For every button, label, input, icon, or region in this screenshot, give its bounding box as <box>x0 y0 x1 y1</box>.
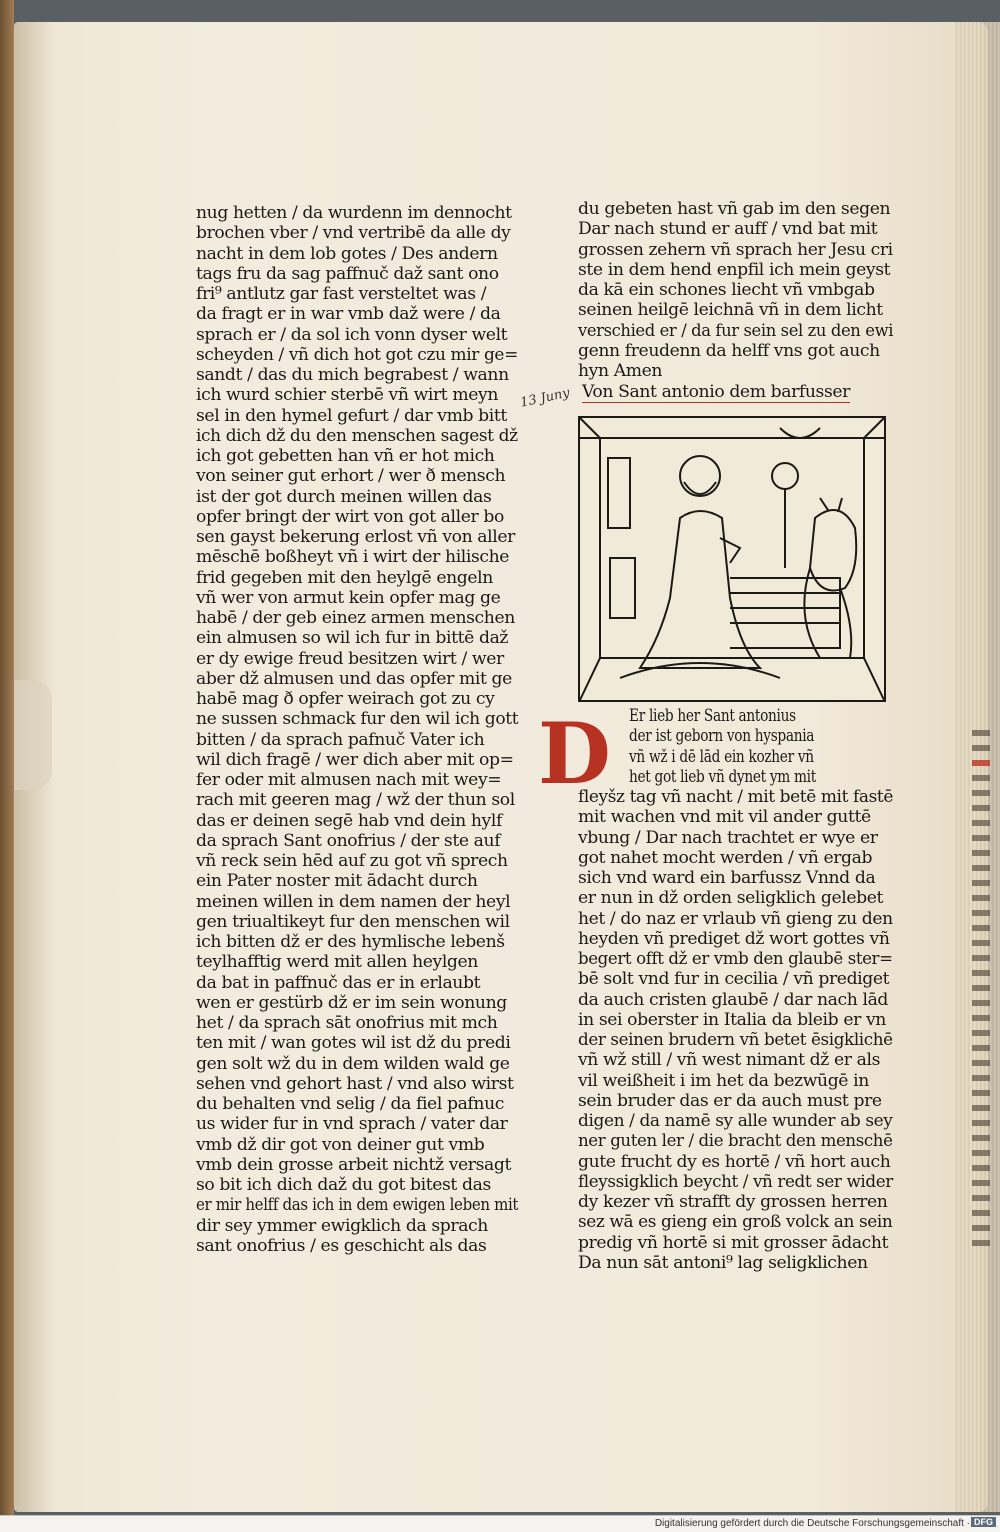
text-line: vñ wer von armut kein opfer mag ge <box>196 587 501 608</box>
text-line: hyn Amen <box>578 361 663 381</box>
text-line: predig vñ hortē si mit grosser ādacht <box>578 1232 889 1253</box>
text-line: ste in dem hend enpfil ich mein geyst <box>578 259 891 280</box>
text-line: fer oder mit almusen nach mit wey= <box>196 770 502 790</box>
text-line: da bat in paffnuč das er in erlaubt <box>196 972 481 993</box>
edge-text-marks <box>968 730 996 1290</box>
funding-credit: Digitalisierung gefördert durch die Deutsche Forschungsgemeinschaft · <box>654 1518 970 1529</box>
text-line: vñ wž still / vñ west nimant dž er als <box>578 1050 881 1071</box>
text-line: heyden vñ prediget dž wort gottes vñ <box>578 928 890 949</box>
text-line: ist der got durch meinen willen das <box>196 486 492 507</box>
text-line: frid gegeben mit den heylgē engeln <box>196 567 493 588</box>
handwritten-marginal-note: 13 Juny <box>519 385 572 411</box>
text-line: meinen willen in dem namen der heyl <box>196 891 511 912</box>
text-line: ein Pater noster mit ādacht durch <box>196 871 478 892</box>
text-line: vmb dein grosse arbeit nichtž versagt <box>196 1154 511 1175</box>
text-line: sich vnd ward ein barfussz Vnnd da <box>578 868 876 888</box>
page-fold <box>14 680 52 790</box>
text-line: sandt / das du mich begrabest / wann <box>196 365 509 385</box>
text-line: genn freudenn da helff vns got auch <box>578 340 880 361</box>
decorated-initial: D <box>538 704 611 803</box>
text-line: dir sey ymmer ewigklich da sprach <box>196 1215 488 1236</box>
text-line: het / da sprach sāt onofrius mit mch <box>196 1013 498 1033</box>
text-line: ich bitten dž er des hymlische lebenš <box>196 932 505 952</box>
text-line: ich dich dž du den menschen sagest dž <box>196 425 518 446</box>
text-line: bē solt vnd fur in cecilia / vñ prediget <box>578 969 890 990</box>
text-line: tags fru da sag paffnuč daž sant ono <box>196 263 499 284</box>
text-line: vñ wž i dē lād ein kozher vñ <box>629 746 814 767</box>
text-line: so bit ich dich daž du got bitest das <box>196 1175 491 1195</box>
text-line: opfer bringt der wirt von got aller bo <box>196 506 504 527</box>
text-line: ich wurd schier sterbē vñ wirt meyn <box>196 385 499 406</box>
text-line: er dy ewige freud besitzen wirt / wer <box>196 648 504 669</box>
text-line: gen solt wž du in dem wilden wald ge <box>196 1053 510 1074</box>
book-cover-edge <box>0 0 14 1515</box>
text-line: vmb dž dir got von deiner gut vmb <box>196 1134 485 1155</box>
text-line: der ist geborn von hyspania <box>629 726 815 747</box>
woodcut-saint-anthony-icon <box>580 418 884 700</box>
text-line: ne sussen schmack fur den wil ich gott <box>196 709 519 730</box>
text-line: het got lieb vñ dynet ym mit <box>629 766 816 787</box>
text-line: bitten / da sprach pafnuč Vater ich <box>196 729 485 750</box>
text-line: us wider fur in vnd sprach / vater dar <box>196 1114 508 1135</box>
section-heading: Von Sant antonio dem barfusser <box>582 382 850 402</box>
text-line: Er lieb her Sant antonius <box>629 706 796 726</box>
text-line: Da nun sāt antoni⁹ lag seligklichen <box>578 1252 868 1273</box>
text-line: habē mag ð opfer weirach got zu cy <box>196 689 495 709</box>
text-line: fri⁹ antlutz gar fast versteltet was / <box>196 284 487 304</box>
right-text-column-top <box>578 199 893 381</box>
text-line: da auch cristen glaubē / dar nach lād <box>578 989 889 1010</box>
text-line: mit wachen vnd mit vil ander guttē <box>578 807 871 828</box>
text-line: vbung / Dar nach trachtet er wye er <box>578 827 878 848</box>
text-line: er nun in dž orden seligklich gelebet <box>578 888 884 909</box>
text-line: da kā ein schones liecht vñ vmbgab <box>578 280 875 300</box>
text-line: rach mit geeren mag / wž der thun sol <box>196 790 515 811</box>
text-line: ein almusen so wil ich fur in bittē daž <box>196 628 509 649</box>
text-line: dy kezer vñ strafft dy grossen herren <box>578 1192 888 1212</box>
text-line: vñ reck sein hēd auf zu got vñ sprech <box>196 851 508 871</box>
text-line: fleyšz tag vñ nacht / mit betē mit fastē <box>578 787 893 807</box>
text-line: da sprach Sant onofrius / der ste auf <box>196 830 501 851</box>
text-line: das er deinen segē hab vnd dein hylf <box>196 810 502 831</box>
text-line: sant onofrius / es geschicht als das <box>196 1235 487 1256</box>
dfg-logo: DFG <box>971 1517 996 1527</box>
text-line: gute frucht dy es hortē / vñ hort auch <box>578 1151 891 1172</box>
text-line: sen gayst bekerung erlost vñ von aller <box>196 527 515 547</box>
text-line: du behalten vnd selig / da fiel pafnuc <box>196 1094 504 1114</box>
text-line: sel in den hymel gefurt / dar vmb bitt <box>196 405 507 426</box>
text-line: wil dich fragē / wer dich aber mit op= <box>196 749 514 770</box>
text-line: aber dž almusen und das opfer mit ge <box>196 668 512 689</box>
right-text-column-bottom <box>578 706 893 1273</box>
text-line: het / do naz er vrlaub vñ gieng zu den <box>578 908 893 929</box>
text-line: ner guten ler / die bracht den menschē <box>578 1131 893 1152</box>
woodcut-illustration <box>578 416 886 702</box>
text-line: nacht in dem lob gotes / Des andern <box>196 243 498 264</box>
text-line: grossen zehern vñ sprach her Jesu cri <box>578 239 893 260</box>
text-line: got nahet mocht werden / vñ ergab <box>578 847 873 868</box>
text-line: wen er gestürb dž er im sein wonung <box>196 992 507 1013</box>
text-line: er mir helff das ich in dem ewigen leben mit <box>196 1195 519 1216</box>
text-line: sein bruder das er da auch must pre <box>578 1090 882 1111</box>
text-line: mēschē boßheyt vñ i wirt der hilische <box>196 547 510 568</box>
text-line: seinen heilgē leichnā vñ in dem licht <box>578 300 883 321</box>
text-line: begert offt dž er vmb den glaubē ster= <box>578 949 893 969</box>
left-text-column <box>196 203 518 1256</box>
text-line: habē / der geb einez armen menschen <box>196 608 515 628</box>
text-line: brochen vber / vnd vertribē da alle dy <box>196 223 511 244</box>
text-line: der seinen brudern vñ betet ēsigklichē <box>578 1030 893 1050</box>
text-line: ten mit / wan gotes wil ist dž du predi <box>196 1033 511 1054</box>
text-line: gen triualtikeyt fur den menschen wil <box>196 911 510 932</box>
text-line: teylhafftig werd mit allen heylgen <box>196 952 478 973</box>
text-line: vil weißheit i im het da bezwūgē in <box>578 1070 869 1091</box>
text-line: von seiner gut erhort / wer ð mensch <box>196 466 506 487</box>
text-line: da fragt er in war vmb daž were / da <box>196 304 501 325</box>
text-line: nug hetten / da wurdenn im dennocht <box>196 203 512 223</box>
text-line: Dar nach stund er auff / vnd bat mit <box>578 219 878 240</box>
text-line: digen / da namē sy alle wunder ab sey <box>578 1111 893 1131</box>
text-line: du gebeten hast vñ gab im den segen <box>578 199 891 219</box>
text-line: in sei oberster in Italia da bleib er vn <box>578 1009 886 1030</box>
text-line: sehen vnd gehort hast / vnd also wirst <box>196 1073 514 1094</box>
text-line: scheyden / vñ dich hot got czu mir ge= <box>196 344 518 365</box>
text-line: sprach er / da sol ich vonn dyser welt <box>196 324 508 345</box>
text-line: verschied er / da fur sein sel zu den ewi <box>578 320 894 341</box>
text-line: sez wā es gieng ein groß volck an sein <box>578 1212 893 1233</box>
text-line: ich got gebetten han vñ er hot mich <box>196 446 495 466</box>
text-line: fleyssigklich beycht / vñ redt ser wider <box>578 1171 893 1192</box>
